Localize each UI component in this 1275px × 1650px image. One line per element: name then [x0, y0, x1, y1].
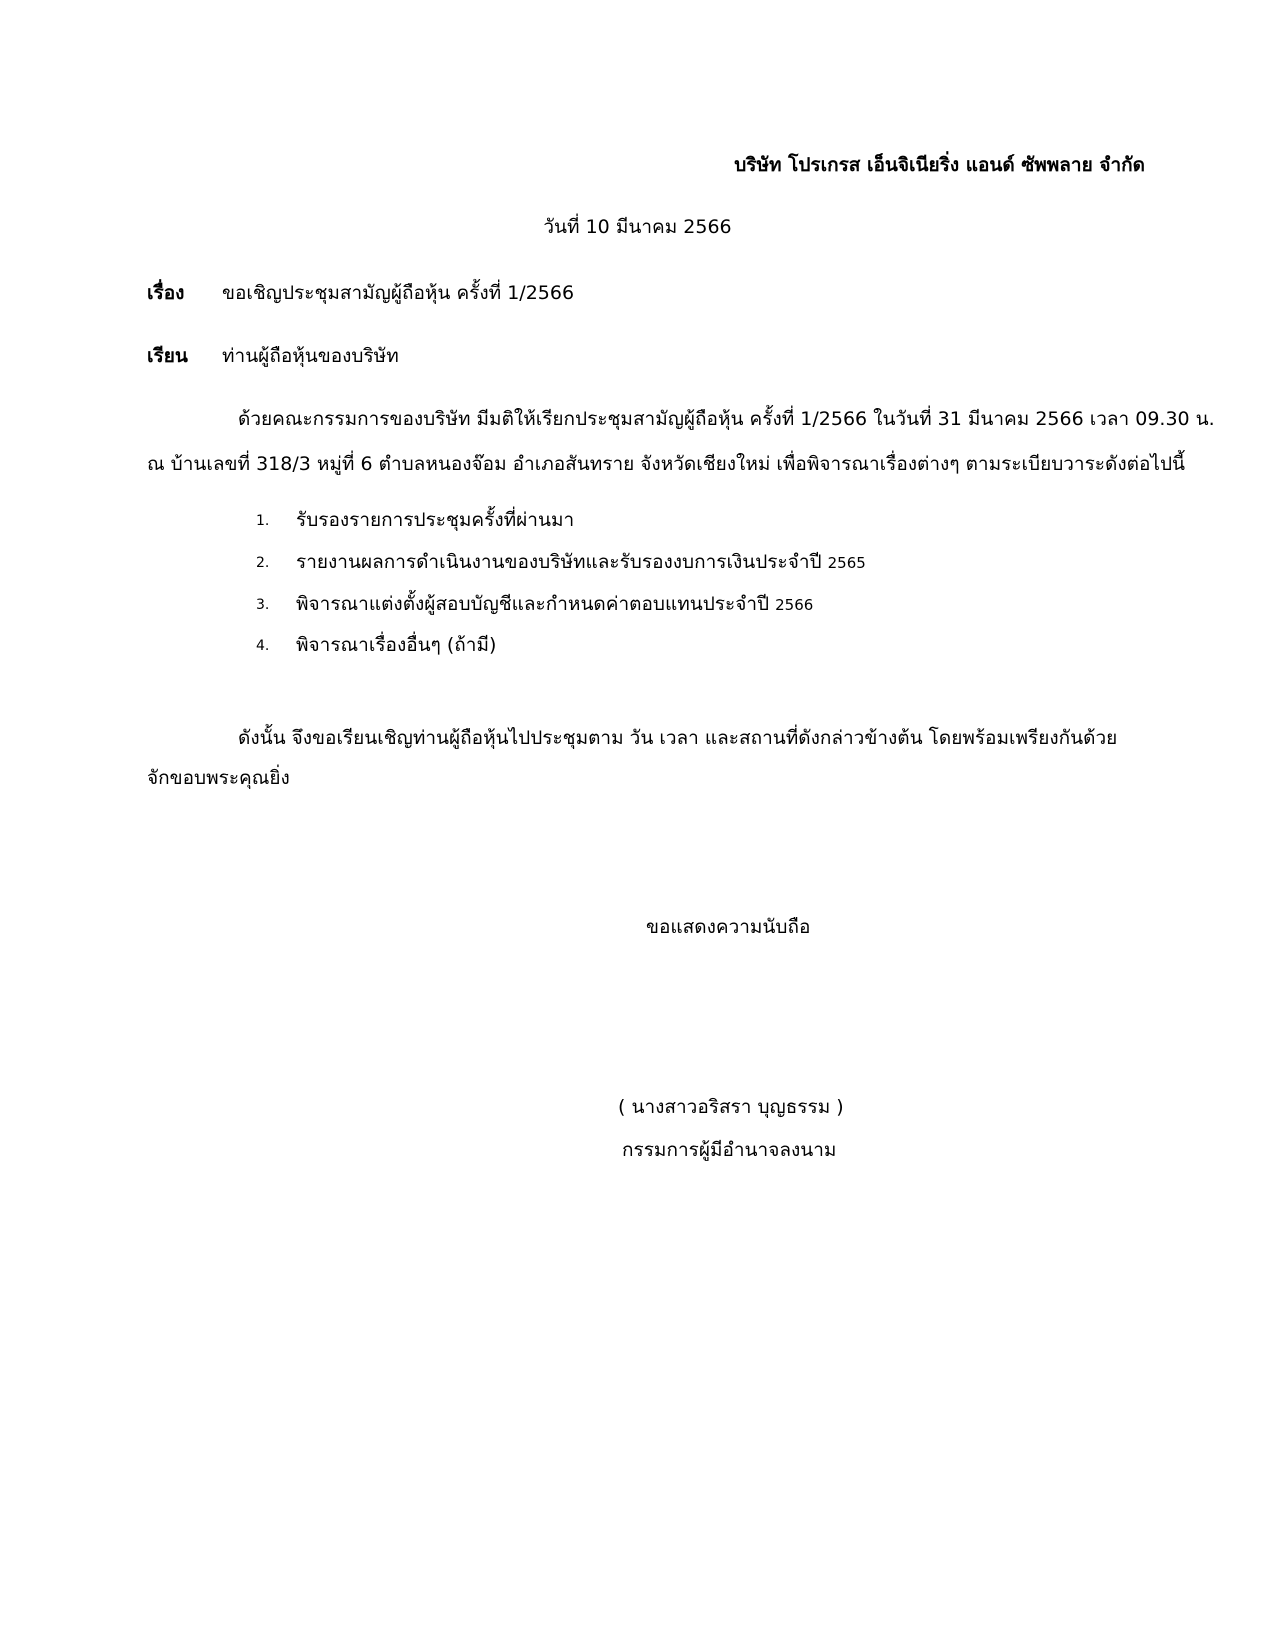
company-name: บริษัท โปรเกรส เอ็นจิเนียริ่ง แอนด์ ซัพพลาย จำกัด — [734, 154, 1145, 176]
body-paragraph-line-2: ณ บ้านเลขที่ 318/3 หมู่ที่ 6 ตำบลหนองจ๊อม อำเภอสันทราย จังหวัดเชียงใหม่ เพื่อพิจารณาเรื่องต่างๆ ตามระเบียบวาระดังต่อไปนี้ — [147, 453, 1185, 475]
regards-text: ขอแสดงความนับถือ — [646, 916, 811, 938]
agenda-item-number: 1. — [256, 513, 270, 529]
signer-name: ( นางสาวอริสรา บุญธรรม ) — [618, 1096, 844, 1118]
recipient-label: เรียน — [147, 345, 188, 367]
subject-label: เรื่อง — [147, 282, 185, 304]
closing-paragraph-line-1: ดังนั้น จึงขอเรียนเชิญท่านผู้ถือหุ้นไปประชุมตาม วัน เวลา และสถานที่ดังกล่าวข้างต้น โดยพร้อมเพรียงกันด้วย — [238, 727, 1118, 749]
recipient-text: ท่านผู้ถือหุ้นของบริษัท — [222, 345, 399, 367]
agenda-item-year: 2565 — [827, 554, 866, 572]
body-paragraph-line-1: ด้วยคณะกรรมการของบริษัท มีมติให้เรียกประชุมสามัญผู้ถือหุ้น ครั้งที่ 1/2566 ในวันที่ 31 มีนาคม 2566 เวลา 09.30 น. — [238, 408, 1215, 430]
agenda-item-text: รับรองรายการประชุมครั้งที่ผ่านมา — [296, 509, 575, 531]
agenda-item-year: 2566 — [775, 596, 814, 614]
agenda-item-number: 2. — [256, 555, 270, 571]
agenda-item-number: 4. — [256, 638, 270, 654]
closing-paragraph-line-2: จักขอบพระคุณยิ่ง — [147, 767, 290, 789]
agenda-item-number: 3. — [256, 597, 270, 613]
letter-date: วันที่ 10 มีนาคม 2566 — [543, 216, 732, 238]
agenda-item-text: พิจารณาแต่งตั้งผู้สอบบัญชีและกำหนดค่าตอบแทนประจำปี 2566 — [296, 593, 814, 615]
subject-text: ขอเชิญประชุมสามัญผู้ถือหุ้น ครั้งที่ 1/2566 — [222, 282, 575, 304]
agenda-item-text: รายงานผลการดำเนินงานของบริษัทและรับรองงบการเงินประจำปี 2565 — [296, 551, 866, 573]
agenda-item-text: พิจารณาเรื่องอื่นๆ (ถ้ามี) — [296, 634, 497, 656]
signer-title: กรรมการผู้มีอำนาจลงนาม — [622, 1139, 837, 1161]
